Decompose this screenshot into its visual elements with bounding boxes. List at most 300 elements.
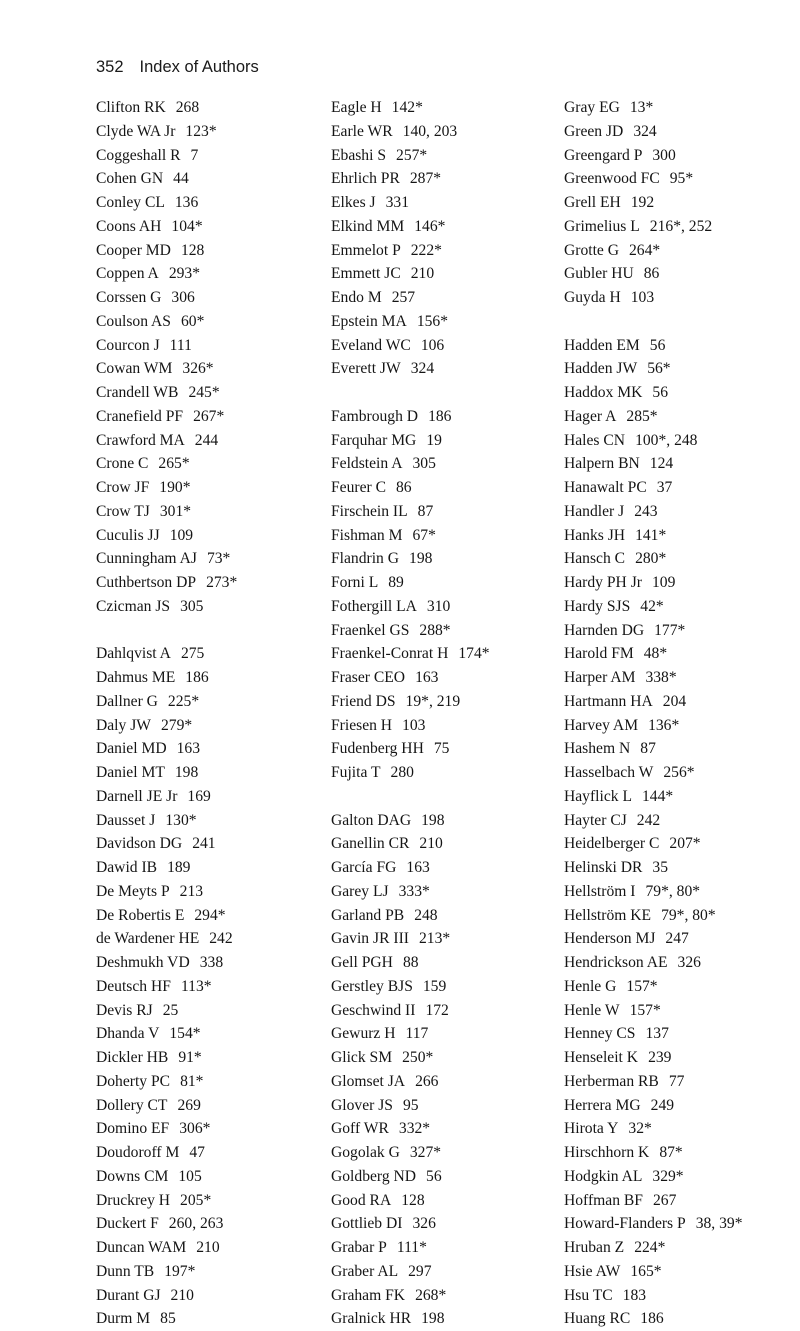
- page-references: 163: [415, 669, 439, 686]
- index-entry: [331, 215, 490, 239]
- index-entry: [96, 262, 237, 286]
- index-entry: [564, 737, 742, 761]
- page-references: 189: [167, 859, 191, 876]
- page-references: 87: [417, 502, 434, 520]
- page-references: 266: [415, 1072, 439, 1090]
- index-entry: [331, 975, 490, 999]
- author-name: Cranefield PF: [96, 407, 184, 425]
- author-name: Darnell JE Jr: [96, 787, 178, 805]
- index-entry: [96, 714, 237, 738]
- page-references: 256*: [663, 764, 695, 781]
- page-references: 267*: [193, 407, 225, 425]
- index-entry: [564, 500, 742, 524]
- index-entry: [96, 1022, 237, 1046]
- index-entry: [331, 1141, 490, 1165]
- index-entry: [564, 286, 742, 310]
- author-name: Fraenkel-Conrat H: [331, 645, 449, 663]
- index-entry: [331, 1094, 490, 1118]
- section-gap: [331, 381, 490, 405]
- index-entry: [331, 642, 490, 666]
- index-entry: [331, 452, 490, 476]
- author-name: Grimelius L: [564, 217, 640, 235]
- author-name: Dawid IB: [96, 859, 158, 876]
- index-entry: [331, 1070, 490, 1094]
- page-references: 268*: [415, 1286, 447, 1304]
- page-references: 123*: [185, 122, 217, 140]
- index-entry: [564, 904, 742, 928]
- index-entry: [564, 832, 742, 856]
- index-entry: [96, 215, 237, 239]
- index-entry: [96, 429, 237, 453]
- author-name: Elkind MM: [331, 217, 405, 235]
- author-name: Huang RC: [564, 1310, 631, 1328]
- author-name: Cooper MD: [96, 241, 171, 259]
- author-name: Fothergill LA: [331, 597, 417, 615]
- author-name: Herrera MG: [564, 1096, 641, 1114]
- author-name: Feldstein A: [331, 455, 403, 473]
- page-references: 85: [160, 1310, 176, 1328]
- author-name: Geschwind II: [331, 1001, 416, 1019]
- index-entry: [96, 1307, 237, 1331]
- page-references: 245*: [188, 384, 220, 401]
- page-references: 159: [422, 977, 447, 995]
- author-name: Graber AL: [331, 1262, 399, 1280]
- index-entry: [564, 880, 742, 904]
- page-references: 91*: [178, 1049, 202, 1066]
- index-entry: [96, 334, 237, 358]
- page-references: 248: [414, 906, 438, 924]
- author-name: Corssen G: [96, 289, 162, 306]
- author-name: Harper AM: [564, 669, 636, 686]
- author-name: Crawford MA: [96, 431, 185, 449]
- page-references: 157*: [626, 977, 658, 995]
- page-references: 136: [174, 194, 199, 211]
- author-name: Hanks JH: [564, 526, 626, 544]
- index-entry: [96, 690, 237, 714]
- page-references: 257*: [396, 146, 428, 164]
- index-entry: [564, 262, 742, 286]
- page-references: 326*: [182, 360, 214, 378]
- index-entry: [331, 191, 490, 215]
- section-gap: [564, 310, 742, 334]
- author-name: Forni L: [331, 574, 379, 591]
- index-entry: [96, 642, 237, 666]
- index-entry: [331, 619, 490, 643]
- author-name: Garey LJ: [331, 882, 389, 900]
- author-name: Harnden DG: [564, 621, 645, 639]
- author-name: De Meyts P: [96, 882, 170, 900]
- author-name: Durm M: [96, 1310, 151, 1328]
- page-references: 338: [199, 954, 224, 971]
- author-name: Hayflick L: [564, 787, 632, 805]
- author-name: Glomset JA: [331, 1072, 406, 1090]
- page-references: 124: [649, 455, 674, 473]
- index-entry: [331, 1284, 490, 1308]
- page-references: 305: [180, 597, 204, 615]
- index-entry: [96, 880, 237, 904]
- index-entry: [331, 120, 490, 144]
- author-name: Hellström KE: [564, 906, 652, 924]
- index-entry: [96, 1046, 237, 1070]
- author-name: Crow JF: [96, 479, 150, 496]
- index-entry: [96, 1236, 237, 1260]
- author-name: Cowan WM: [96, 360, 173, 378]
- index-entry: [564, 1094, 742, 1118]
- index-entry: [331, 1260, 490, 1284]
- page-references: 56*: [647, 360, 671, 378]
- page-references: 326: [677, 954, 701, 971]
- page-references: 42*: [640, 597, 664, 615]
- index-entry: [564, 381, 742, 405]
- page-references: 210: [170, 1286, 194, 1304]
- index-entry: [564, 666, 742, 690]
- page-references: 7: [190, 146, 199, 164]
- page-references: 19*, 219: [405, 692, 461, 710]
- page-references: 210: [419, 835, 443, 853]
- page-references: 75: [433, 740, 450, 758]
- page-references: 60*: [180, 312, 205, 330]
- page-references: 243: [634, 502, 658, 520]
- index-entry: [96, 500, 237, 524]
- page-references: 156*: [416, 312, 448, 330]
- page-references: 146*: [414, 217, 446, 235]
- author-name: Hirschhorn K: [564, 1144, 650, 1161]
- index-entry: [564, 1284, 742, 1308]
- page-references: 32*: [628, 1120, 652, 1138]
- author-name: Duckert F: [96, 1215, 159, 1233]
- author-name: Cunningham AJ: [96, 550, 197, 568]
- page-references: 109: [169, 526, 194, 544]
- page-references: 280*: [635, 550, 667, 568]
- page-references: 260, 263: [168, 1215, 224, 1233]
- page-references: 247: [665, 930, 689, 948]
- index-column-3: [564, 96, 742, 1331]
- author-name: Gavin JR III: [331, 930, 409, 948]
- index-entry: [564, 476, 742, 500]
- author-name: Hartmann HA: [564, 692, 653, 710]
- author-name: Gray EG: [564, 99, 620, 116]
- page-references: 287*: [409, 170, 442, 188]
- author-name: Hager A: [564, 407, 617, 425]
- index-entry: [331, 1189, 490, 1213]
- author-name: Hsu TC: [564, 1286, 613, 1304]
- index-entry: [331, 547, 490, 571]
- page-references: 128: [180, 241, 205, 259]
- page-references: 177*: [654, 621, 686, 639]
- page-references: 197*: [164, 1262, 196, 1280]
- index-entry: [96, 239, 237, 263]
- index-entry: [331, 595, 490, 619]
- page-references: 324: [410, 360, 435, 378]
- author-name: Daniel MD: [96, 740, 167, 758]
- index-entry: [96, 167, 237, 191]
- index-entry: [96, 144, 237, 168]
- author-name: Grell EH: [564, 194, 621, 211]
- author-name: Friend DS: [331, 692, 396, 710]
- author-name: Clyde WA Jr: [96, 122, 176, 140]
- author-name: Hardy PH Jr: [564, 574, 642, 591]
- index-entry: [564, 619, 742, 643]
- index-entry: [564, 690, 742, 714]
- index-entry: [331, 904, 490, 928]
- page-references: 103: [402, 716, 426, 734]
- index-entry: [331, 809, 490, 833]
- author-name: Hsie AW: [564, 1262, 621, 1280]
- author-name: Cohen GN: [96, 170, 164, 188]
- index-entry: [96, 785, 237, 809]
- index-entry: [331, 429, 490, 453]
- author-name: Feurer C: [331, 479, 386, 496]
- page-number: 352: [96, 58, 124, 76]
- index-entry: [96, 975, 237, 999]
- page-references: 222*: [410, 241, 442, 259]
- author-name: Eagle H: [331, 99, 382, 116]
- author-name: Cuculis JJ: [96, 526, 160, 544]
- page-references: 225*: [167, 692, 200, 710]
- page-references: 267: [652, 1191, 677, 1209]
- page-references: 257: [391, 289, 416, 306]
- author-name: Hoffman BF: [564, 1191, 643, 1209]
- index-entry: [331, 714, 490, 738]
- page-references: 73*: [206, 550, 231, 568]
- author-name: Goff WR: [331, 1120, 389, 1138]
- author-name: Gell PGH: [331, 954, 393, 971]
- author-name: Crandell WB: [96, 384, 179, 401]
- author-name: De Robertis E: [96, 906, 185, 924]
- index-entry: [96, 1094, 237, 1118]
- index-entry: [564, 334, 742, 358]
- index-entry: [331, 96, 490, 120]
- author-name: Henderson MJ: [564, 930, 656, 948]
- index-entry: [564, 191, 742, 215]
- page-references: 186: [640, 1310, 664, 1328]
- author-name: Hansch C: [564, 550, 626, 568]
- index-entry: [331, 405, 490, 429]
- page-references: 25: [162, 1001, 179, 1019]
- author-name: Doherty PC: [96, 1072, 171, 1090]
- author-name: Earle WR: [331, 122, 393, 140]
- index-entry: [564, 785, 742, 809]
- author-name: Emmett JC: [331, 265, 401, 283]
- author-name: Fujita T: [331, 764, 381, 781]
- page-references: 130*: [165, 811, 197, 829]
- page-references: 205*: [180, 1191, 212, 1209]
- index-entry: [96, 595, 237, 619]
- index-entry: [96, 1070, 237, 1094]
- author-name: Coppen A: [96, 265, 159, 283]
- author-name: Elkes J: [331, 194, 376, 211]
- index-entry: [331, 832, 490, 856]
- index-entry: [564, 1189, 742, 1213]
- author-name: Halpern BN: [564, 455, 640, 473]
- author-name: Hadden EM: [564, 336, 640, 354]
- index-entry: [96, 999, 237, 1023]
- author-name: Crone C: [96, 455, 149, 473]
- author-name: Hirota Y: [564, 1120, 619, 1138]
- author-name: Dahmus ME: [96, 669, 176, 686]
- author-name: Greenwood FC: [564, 170, 660, 188]
- index-entry: [564, 927, 742, 951]
- index-entry: [564, 642, 742, 666]
- author-name: Ehrlich PR: [331, 170, 400, 188]
- author-name: Firschein IL: [331, 502, 408, 520]
- author-name: Guyda H: [564, 289, 621, 306]
- author-name: Henle W: [564, 1001, 620, 1019]
- page-references: 331: [385, 194, 410, 211]
- index-entry: [96, 1117, 237, 1141]
- author-name: Devis RJ: [96, 1001, 153, 1019]
- index-column-1: [96, 96, 237, 1331]
- page-references: 86: [643, 265, 660, 283]
- page-references: 333*: [398, 882, 430, 900]
- index-entry: [564, 999, 742, 1023]
- index-entry: [564, 1212, 742, 1236]
- page-references: 326: [412, 1215, 436, 1233]
- page-references: 109: [651, 574, 676, 591]
- author-name: Domino EF: [96, 1120, 170, 1138]
- author-name: Gewurz H: [331, 1025, 396, 1043]
- index-entry: [96, 1165, 237, 1189]
- section-gap: [96, 619, 237, 643]
- page-references: 213*: [418, 930, 451, 948]
- page-references: 79*, 80*: [645, 882, 701, 900]
- index-entry: [331, 999, 490, 1023]
- index-entry: [331, 880, 490, 904]
- index-column-2: [331, 96, 490, 1331]
- index-entry: [564, 357, 742, 381]
- index-entry: [96, 547, 237, 571]
- page-references: 269: [177, 1096, 201, 1114]
- index-entry: [331, 286, 490, 310]
- page-title: Index of Authors: [139, 58, 259, 76]
- index-entry: [331, 1212, 490, 1236]
- index-entry: [331, 239, 490, 263]
- page-references: 198: [421, 1310, 445, 1328]
- index-entry: [331, 927, 490, 951]
- author-name: Coons AH: [96, 217, 162, 235]
- page-references: 105: [178, 1167, 202, 1185]
- index-entry: [96, 452, 237, 476]
- author-name: Flandrin G: [331, 550, 400, 568]
- author-name: Hanawalt PC: [564, 479, 647, 496]
- index-entry: [331, 167, 490, 191]
- page-references: 268: [175, 99, 200, 116]
- author-name: Durant GJ: [96, 1286, 161, 1304]
- page-references: 210: [410, 265, 435, 283]
- index-entry: [96, 120, 237, 144]
- page-references: 56: [426, 1167, 442, 1185]
- page-references: 137: [645, 1025, 669, 1043]
- index-entry: [564, 571, 742, 595]
- page-references: 242: [209, 930, 233, 948]
- index-entry: [96, 381, 237, 405]
- author-name: Galton DAG: [331, 811, 412, 829]
- index-entry: [564, 547, 742, 571]
- author-name: Hasselbach W: [564, 764, 654, 781]
- index-entry: [331, 1307, 490, 1331]
- index-entry: [96, 666, 237, 690]
- index-entry: [564, 714, 742, 738]
- author-name: Goldberg ND: [331, 1167, 417, 1185]
- index-entry: [564, 761, 742, 785]
- page-references: 37: [656, 479, 673, 496]
- author-name: Gralnick HR: [331, 1310, 412, 1328]
- author-name: Hellström I: [564, 882, 636, 900]
- author-name: Garland PB: [331, 906, 405, 924]
- index-entry: [96, 1284, 237, 1308]
- author-name: Fraenkel GS: [331, 621, 410, 639]
- index-entry: [96, 809, 237, 833]
- page-references: 163: [406, 859, 430, 876]
- author-name: Herberman RB: [564, 1072, 659, 1090]
- page-references: 165*: [630, 1262, 662, 1280]
- index-entry: [96, 191, 237, 215]
- page-references: 294*: [194, 906, 226, 924]
- index-entry: [331, 1117, 490, 1141]
- author-name: Dickler HB: [96, 1049, 169, 1066]
- author-name: Conley CL: [96, 194, 165, 211]
- index-entry: [564, 595, 742, 619]
- index-entry: [564, 1141, 742, 1165]
- author-name: Hales CN: [564, 431, 626, 449]
- index-entry: [564, 96, 742, 120]
- page-references: 67*: [412, 526, 436, 544]
- index-entry: [564, 1236, 742, 1260]
- author-name: Hendrickson AE: [564, 954, 668, 971]
- page-references: 297: [408, 1262, 432, 1280]
- page-references: 241: [192, 835, 216, 853]
- page-references: 204: [662, 692, 687, 710]
- author-name: Dhanda V: [96, 1025, 160, 1043]
- index-entry: [564, 1022, 742, 1046]
- index-entry: [331, 144, 490, 168]
- author-name: Fraser CEO: [331, 669, 406, 686]
- page-references: 104*: [171, 217, 203, 235]
- index-entry: [96, 524, 237, 548]
- author-name: Daly JW: [96, 716, 151, 734]
- author-name: Helinski DR: [564, 859, 643, 876]
- author-name: Haddox MK: [564, 384, 643, 401]
- author-name: Coggeshall R: [96, 146, 181, 164]
- author-name: Ebashi S: [331, 146, 387, 164]
- author-name: Gerstley BJS: [331, 977, 413, 995]
- index-entry: [331, 1022, 490, 1046]
- page-references: 38, 39*: [695, 1215, 743, 1233]
- page-references: 169: [187, 787, 211, 805]
- index-entry: [564, 215, 742, 239]
- author-name: Gubler HU: [564, 265, 634, 283]
- index-entry: [564, 1165, 742, 1189]
- index-entry: [564, 1307, 742, 1331]
- author-name: Dollery CT: [96, 1096, 168, 1114]
- author-name: Hashem N: [564, 740, 631, 758]
- index-entry: [331, 524, 490, 548]
- page-references: 47: [189, 1144, 205, 1161]
- author-name: Green JD: [564, 122, 624, 140]
- page-references: 288*: [419, 621, 451, 639]
- page-references: 172: [425, 1001, 449, 1019]
- author-name: Czicman JS: [96, 597, 171, 615]
- author-name: Emmelot P: [331, 241, 401, 259]
- index-entry: [331, 310, 490, 334]
- author-name: Good RA: [331, 1191, 392, 1209]
- author-name: Grabar P: [331, 1239, 387, 1256]
- page-references: 249: [650, 1096, 675, 1114]
- index-entry: [564, 524, 742, 548]
- page-references: 332*: [398, 1120, 431, 1138]
- author-name: Dausset J: [96, 811, 156, 829]
- index-entry: [331, 334, 490, 358]
